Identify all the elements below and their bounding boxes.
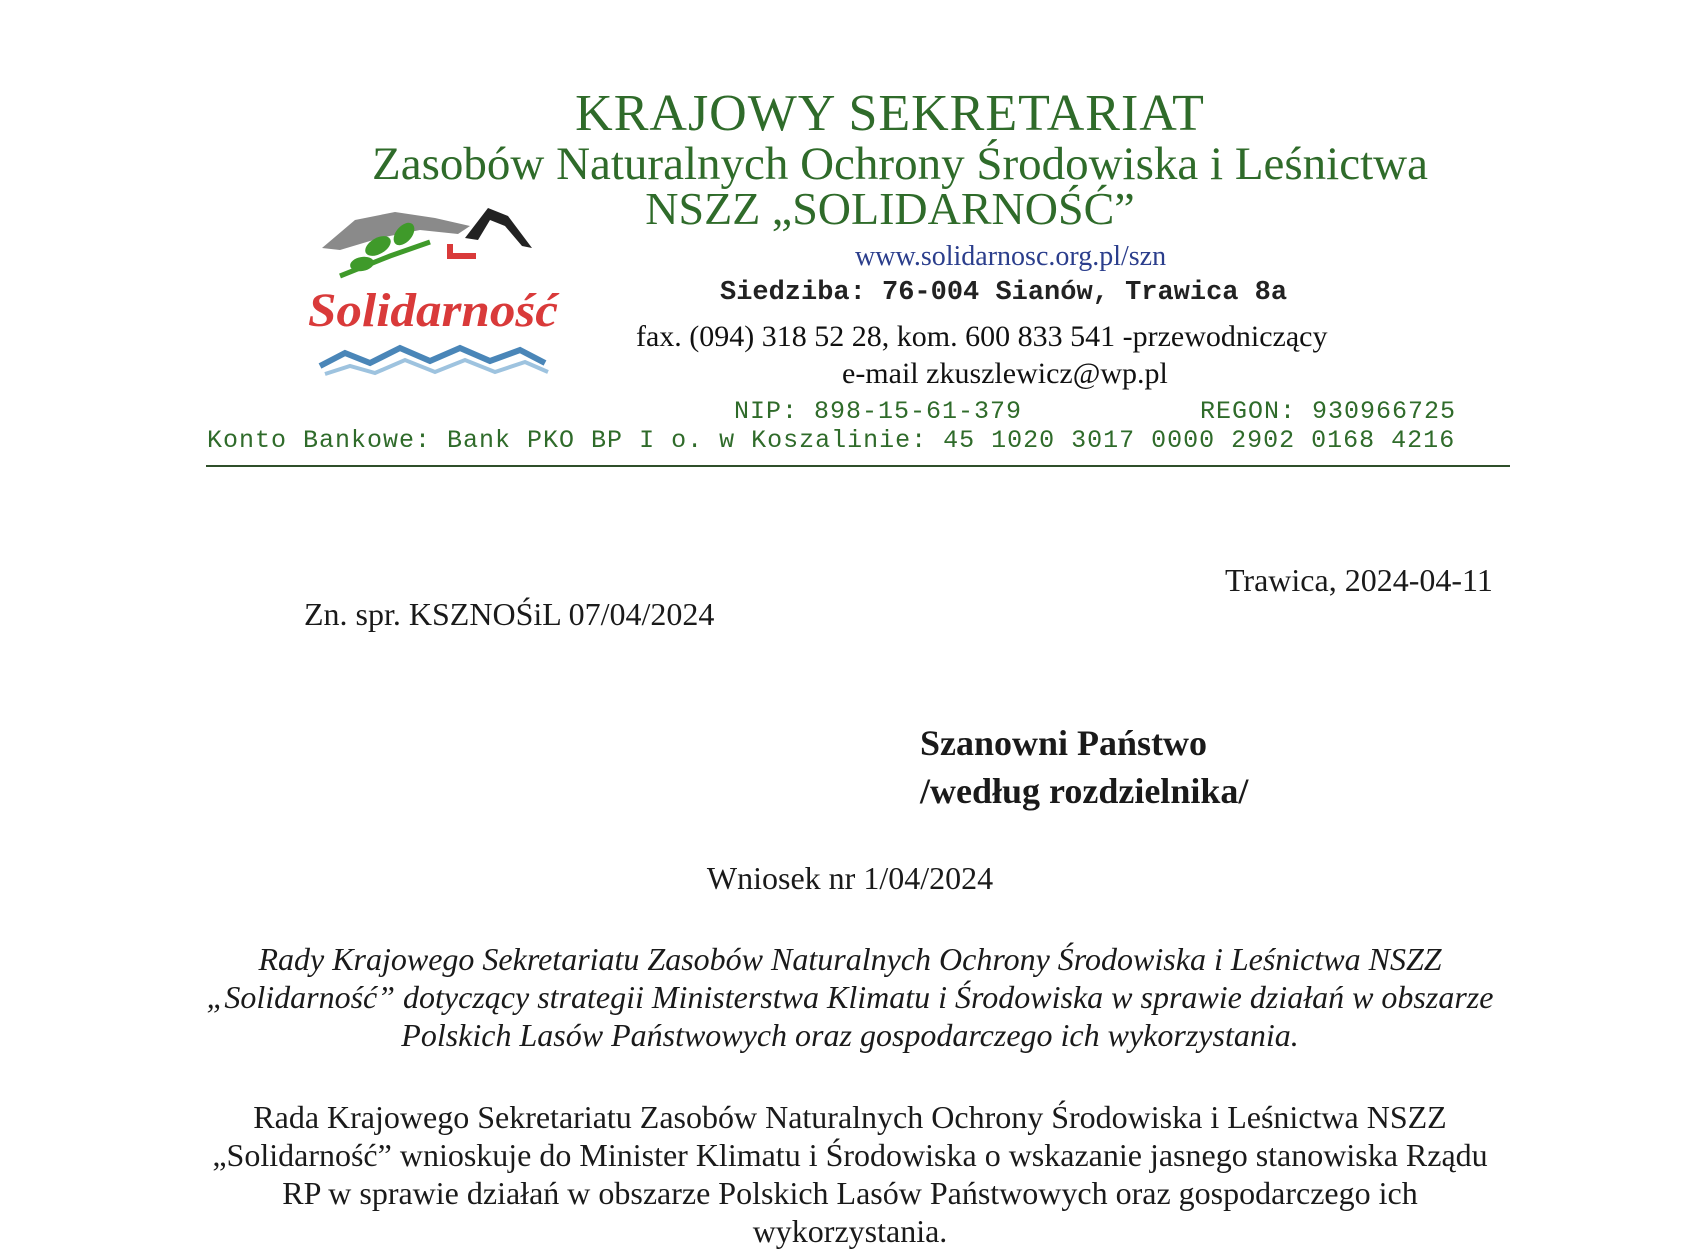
- wave-shape: [320, 348, 545, 366]
- regon-number: REGON: 930966725: [1200, 397, 1457, 426]
- bank-account: Konto Bankowe: Bank PKO BP I o. w Koszalinie: 45 1020 3017 0000 2902 0168 4216: [207, 426, 1456, 455]
- motion-number: Wniosek nr 1/04/2024: [706, 860, 994, 896]
- recipient-distribution: /według rozdzielnika/: [920, 771, 1249, 811]
- recipient-salutation: Szanowni Państwo: [920, 723, 1208, 763]
- header-divider: [206, 465, 1510, 467]
- nip-number: NIP: 898-15-61-379: [734, 397, 1023, 426]
- email-address[interactable]: e-mail zkuszlewicz@wp.pl: [842, 357, 1168, 390]
- peak-shape: [465, 208, 532, 248]
- letterhead-title: KRAJOWY SEKRETARIAT: [575, 85, 1205, 142]
- motion-intro: Rady Krajowego Sekretariatu Zasobów Naturalnych Ochrony Środowiska i Leśnictwa NSZZ „Solidarność” dotyczący strategii Ministerstwa Klimatu i Środowiska w sprawie działań w obszarze Polskich Lasów Państwowych oraz gospodarczego ich wykorzystania.: [206, 941, 1494, 1053]
- reference-number: Zn. spr. KSZNOŚiL 07/04/2024: [304, 596, 715, 632]
- flag-shape: [450, 244, 476, 256]
- fax-phone: fax. (094) 318 52 28, kom. 600 833 541 -przewodniczący: [636, 320, 1328, 353]
- wave-shape: [325, 360, 548, 374]
- seat-address: Siedziba: 76-004 Sianów, Trawica 8a: [720, 278, 1288, 308]
- solidarnosc-logo: [300, 198, 570, 398]
- letter-date: Trawica, 2024-04-11: [1225, 562, 1493, 598]
- logo-wordmark: Solidarność: [308, 284, 560, 337]
- letterhead-union: NSZZ „SOLIDARNOŚĆ”: [645, 183, 1135, 234]
- letterhead-subtitle: Zasobów Naturalnych Ochrony Środowiska i Leśnictwa: [372, 138, 1428, 190]
- motion-body: Rada Krajowego Sekretariatu Zasobów Naturalnych Ochrony Środowiska i Leśnictwa NSZZ „Solidarność” wnioskuje do Minister Klimatu i Środowiska o wskazanie jasnego stanowiska Rządu RP w sprawie działań w obszarze Polskich Lasów Państwowych oraz gospodarczego ich wykorzystania.: [212, 1099, 1488, 1249]
- website-link[interactable]: www.solidarnosc.org.pl/szn: [855, 241, 1167, 272]
